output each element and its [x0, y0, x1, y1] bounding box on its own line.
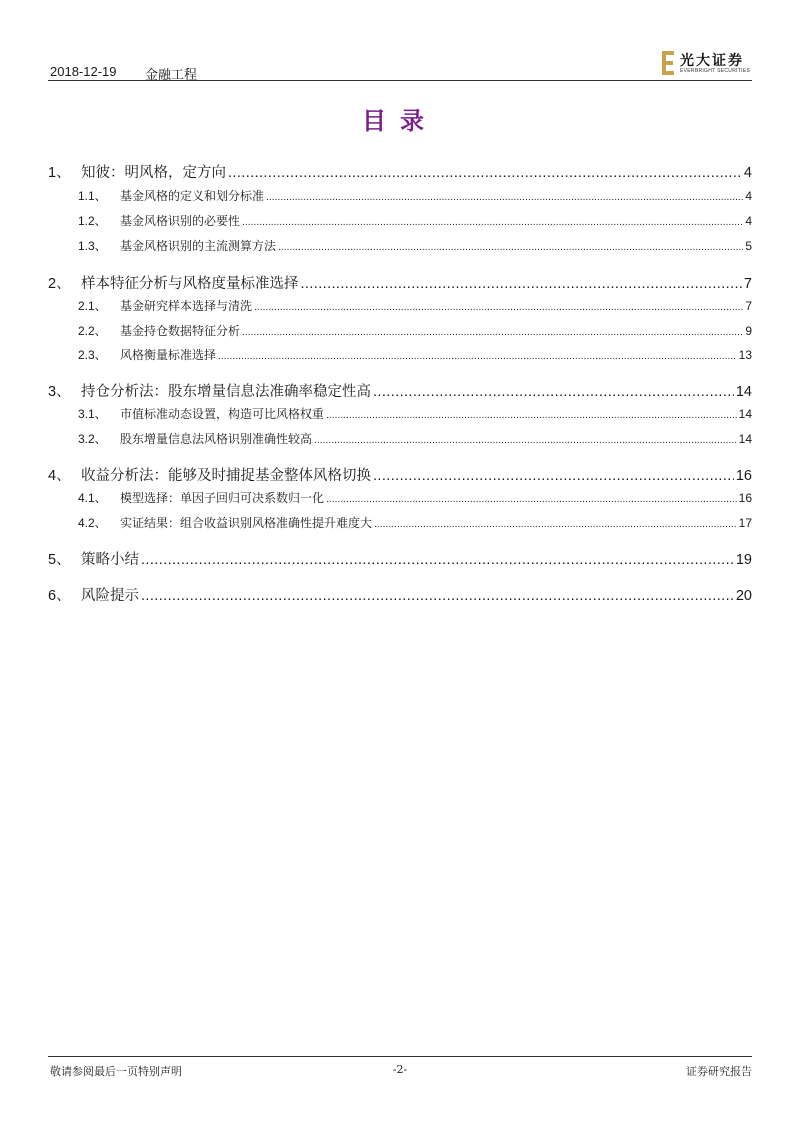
toc-entry-page: 17 [738, 516, 752, 530]
logo-text-cn: 光大证券 [680, 53, 744, 69]
toc-entry-title: 基金风格识别的必要性 [120, 214, 241, 228]
logo-text-en: EVERBRIGHT SECURITIES [680, 68, 751, 74]
toc-entry-title: 策略小结 [81, 552, 139, 568]
toc-dot-leader [373, 468, 734, 484]
toc-subsection-link[interactable] [48, 212, 752, 229]
toc-dot-leader [228, 165, 742, 181]
toc-section-link[interactable] [48, 161, 752, 182]
toc-dot-leader [278, 242, 743, 253]
page-header [48, 48, 752, 81]
toc-entry-page: 7 [745, 299, 752, 313]
toc-subsection-link[interactable] [48, 237, 752, 254]
toc-entry-number: 2.3、 [78, 348, 107, 362]
toc-entry-number: 3、 [48, 384, 71, 400]
toc-entry-page: 14 [735, 384, 752, 400]
toc-entry-page: 19 [735, 552, 752, 568]
toc-entry-number: 1.1、 [78, 189, 107, 203]
toc-entry-title: 实证结果：组合收益识别风格准确性提升难度大 [120, 516, 373, 530]
toc-entry-page: 4 [743, 165, 752, 181]
toc-subsection-link[interactable] [48, 187, 752, 204]
toc-entry-number: 4.2、 [78, 516, 107, 530]
footer-doc-type: 证券研究报告 [686, 1065, 752, 1078]
footer-page-number: -2- [392, 1063, 408, 1076]
toc-subsection-link[interactable] [48, 297, 752, 314]
toc-subsection-link[interactable] [48, 405, 752, 422]
toc-entry-title: 收益分析法：能够及时捕捉基金整体风格切换 [81, 468, 371, 484]
toc-entry-title: 知彼：明风格，定方向 [81, 165, 226, 181]
toc-dot-leader [373, 384, 734, 400]
everbright-logo [662, 50, 752, 76]
toc-entry-page: 9 [745, 324, 752, 338]
toc-section-link[interactable] [48, 584, 752, 605]
toc-entry-title: 风格衡量标准选择 [120, 348, 217, 362]
toc-entry-title: 市值标准动态设置，构造可比风格权重 [120, 407, 325, 421]
toc-entry-number: 5、 [48, 552, 71, 568]
toc-dot-leader [141, 552, 734, 568]
toc-section-link[interactable] [48, 464, 752, 485]
toc-entry-title: 样本特征分析与风格度量标准选择 [81, 276, 299, 292]
toc-entry-title: 基金风格识别的主流测算方法 [120, 239, 277, 253]
toc-entry-page: 16 [738, 491, 752, 505]
footer-disclaimer: 敬请参阅最后一页特别声明 [50, 1065, 182, 1078]
toc-dot-leader [242, 217, 743, 228]
toc-entry-number: 6、 [48, 588, 71, 604]
toc-entry-title: 模型选择：单因子回归可决系数归一化 [120, 491, 325, 505]
toc-entry-title: 基金持仓数据特征分析 [120, 324, 241, 338]
toc-dot-leader [141, 588, 734, 604]
toc-entry-number: 2.2、 [78, 324, 107, 338]
toc-dot-leader [326, 494, 737, 505]
toc-entry-title: 基金研究样本选择与清洗 [120, 299, 253, 313]
toc-entry-number: 1.2、 [78, 214, 107, 228]
toc-entry-number: 3.1、 [78, 407, 107, 421]
toc-subsection-link[interactable] [48, 346, 752, 363]
toc-entry-number: 3.2、 [78, 432, 107, 446]
toc-title: 目录 [362, 106, 438, 135]
toc-section-link[interactable] [48, 272, 752, 293]
toc-entry-number: 1.3、 [78, 239, 107, 253]
toc-entry-number: 2.1、 [78, 299, 107, 313]
toc-entry-title: 基金风格的定义和划分标准 [120, 189, 265, 203]
toc-entry-page: 7 [743, 276, 752, 292]
toc-entry-page: 4 [745, 214, 752, 228]
toc-entry-title: 持仓分析法：股东增量信息法准确率稳定性高 [81, 384, 371, 400]
toc-entry-number: 2、 [48, 276, 71, 292]
toc-dot-leader [254, 302, 743, 313]
toc-entry-number: 1、 [48, 165, 71, 181]
toc-subsection-link[interactable] [48, 322, 752, 339]
toc-entry-title: 股东增量信息法风格识别准确性较高 [120, 432, 313, 446]
page-footer [48, 1056, 752, 1077]
toc-dot-leader [242, 327, 743, 338]
toc-subsection-link[interactable] [48, 489, 752, 506]
toc-subsection-link[interactable] [48, 514, 752, 531]
toc-subsection-link[interactable] [48, 430, 752, 447]
toc-dot-leader [314, 435, 737, 446]
toc-entry-number: 4、 [48, 468, 71, 484]
toc-entry-page: 16 [735, 468, 752, 484]
toc-entry-page: 13 [738, 348, 752, 362]
toc-entry-page: 5 [745, 239, 752, 253]
toc-entry-page: 20 [735, 588, 752, 604]
toc-entry-page: 14 [738, 407, 752, 421]
toc-section-link[interactable] [48, 548, 752, 569]
toc-entry-page: 14 [738, 432, 752, 446]
logo-mark-icon [662, 51, 676, 75]
toc-dot-leader [218, 351, 737, 362]
report-date: 2018-12-19 [50, 64, 117, 79]
toc-section-link[interactable] [48, 380, 752, 401]
toc-dot-leader [301, 276, 742, 292]
toc-entry-title: 风险提示 [81, 588, 139, 604]
toc-entry-number: 4.1、 [78, 491, 107, 505]
toc-dot-leader [374, 519, 737, 530]
report-category: 金融工程 [145, 67, 198, 82]
toc-dot-leader [326, 410, 737, 421]
toc-dot-leader [266, 192, 743, 203]
toc-entry-page: 4 [745, 189, 752, 203]
